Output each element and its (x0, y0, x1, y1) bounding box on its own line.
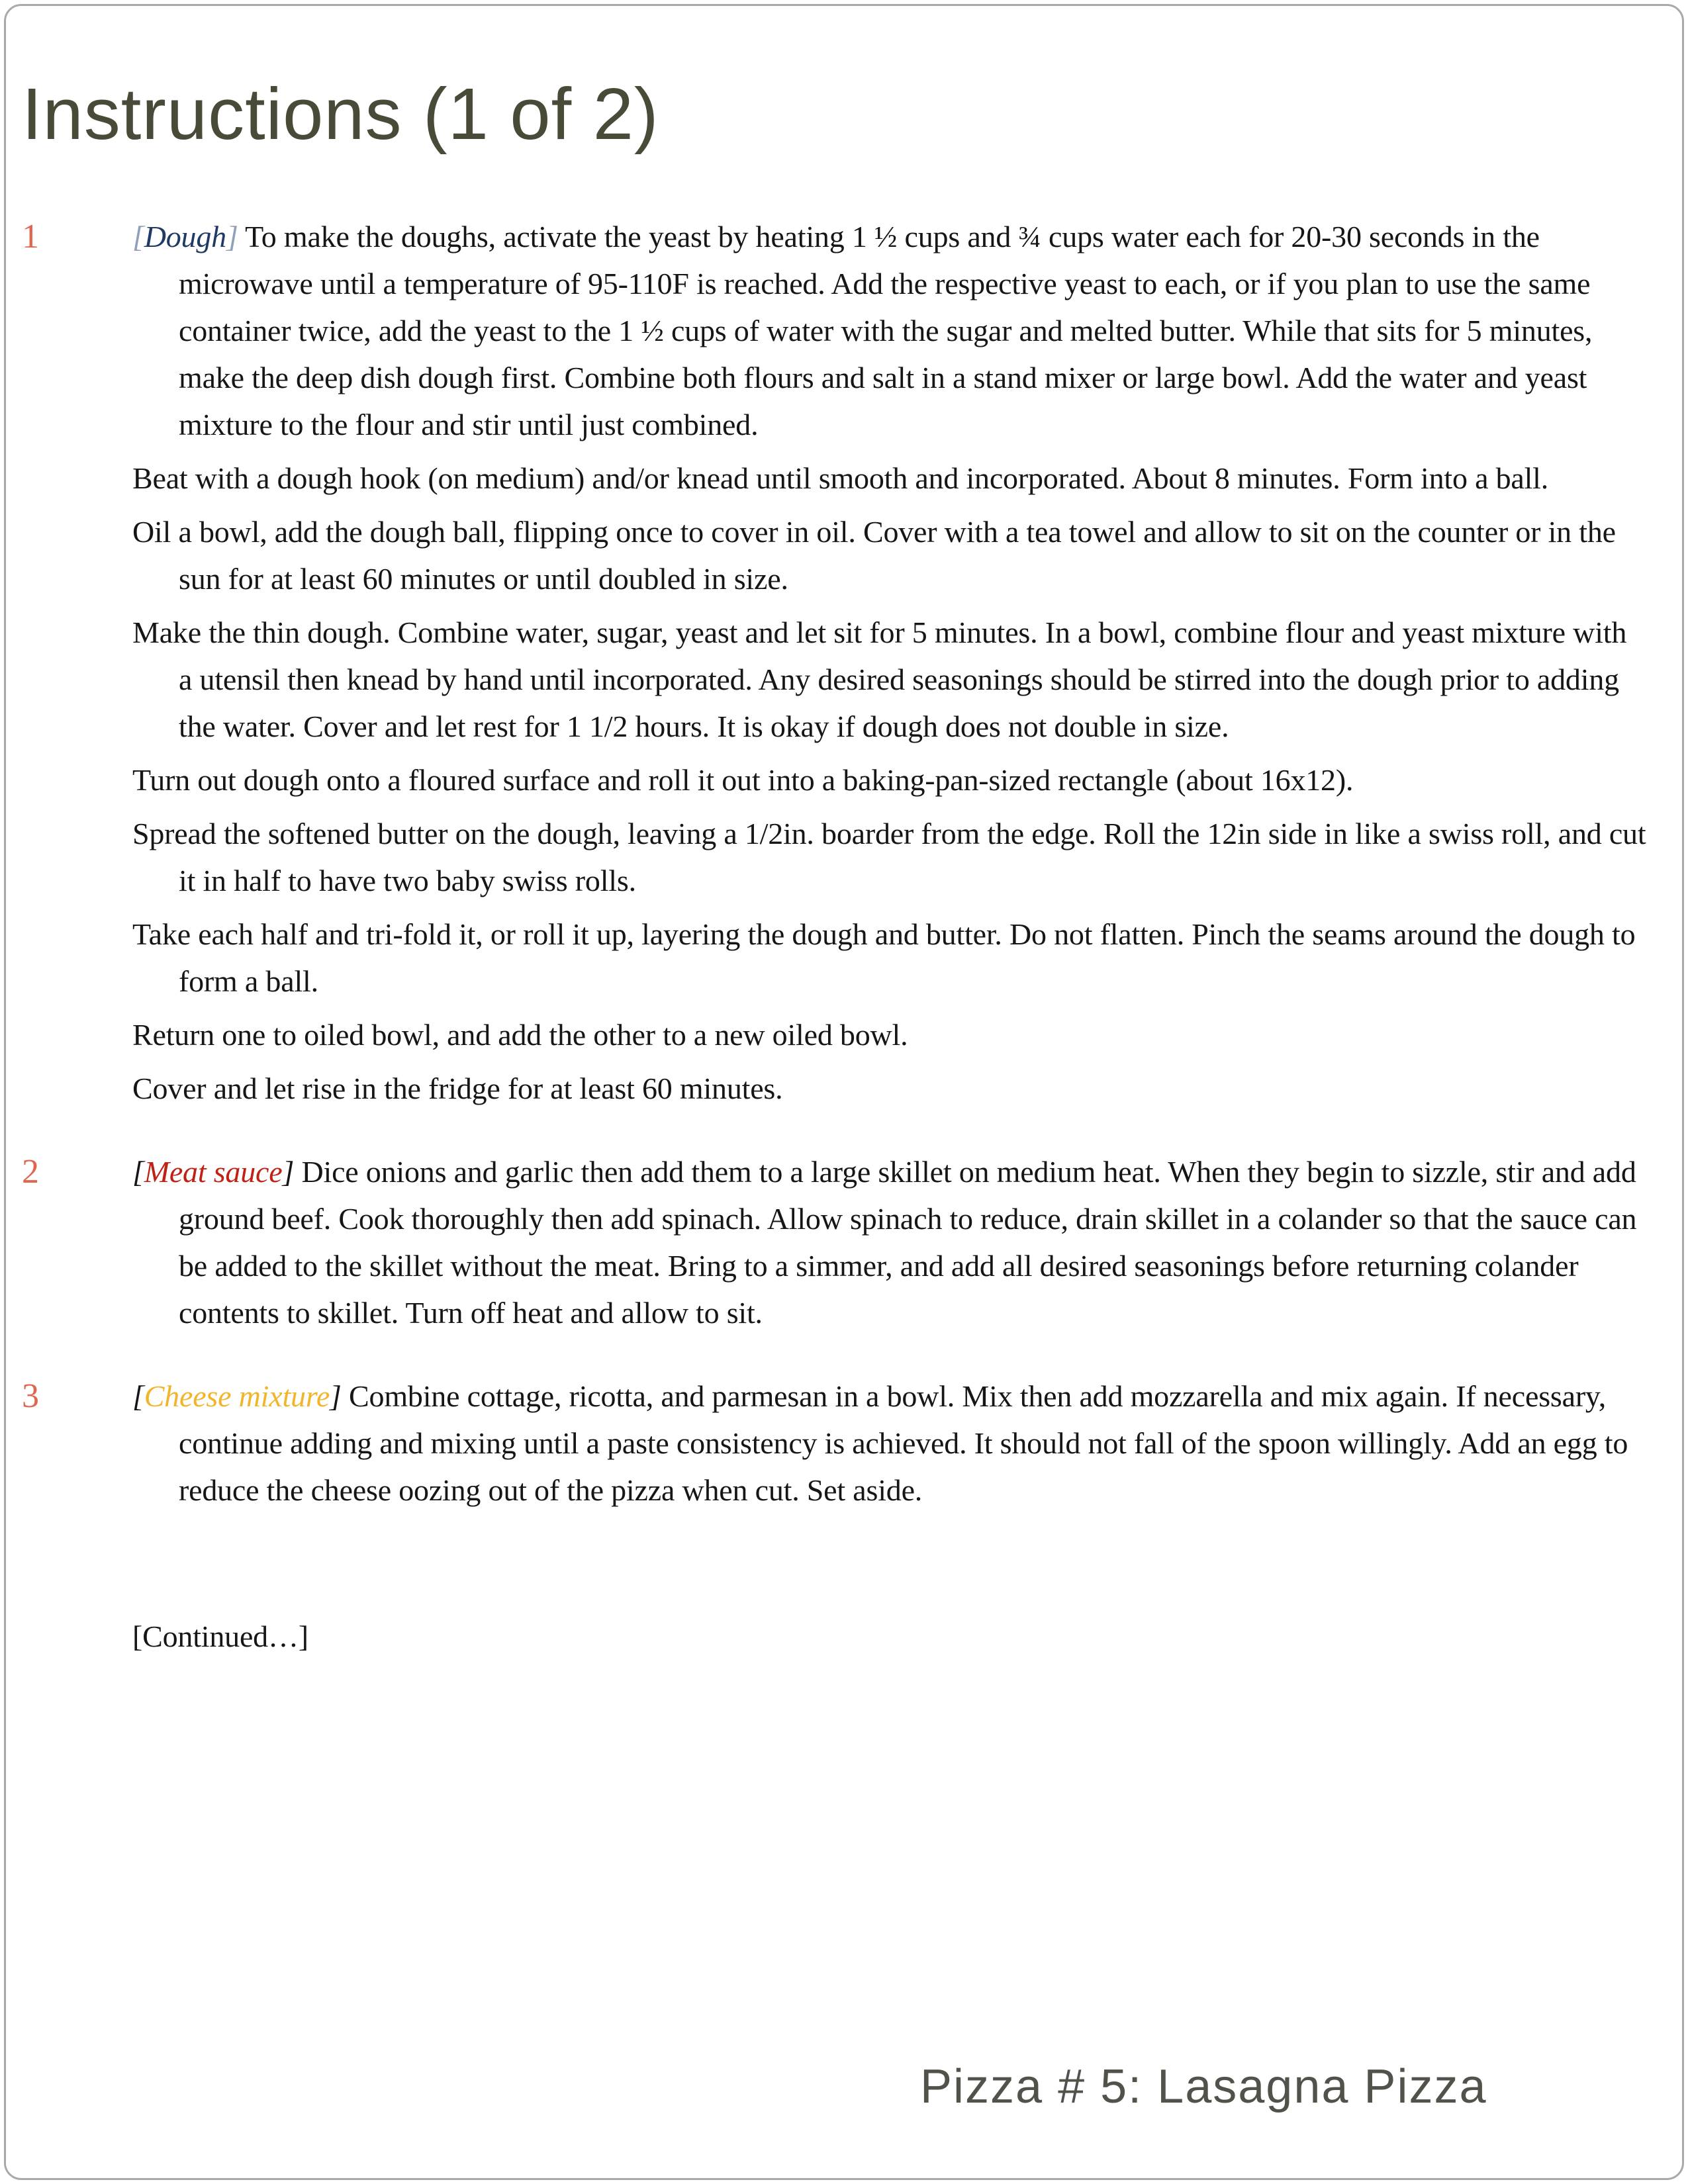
step-label: Dough (144, 220, 226, 253)
step-label: Meat sauce (144, 1155, 283, 1189)
step-body (132, 1373, 1647, 1514)
instructions-list (22, 213, 1647, 1660)
instruction-step (22, 1148, 1647, 1336)
continued-note: [Continued…] (132, 1619, 308, 1653)
step-paragraph: Turn out dough onto a floured surface and roll it out into a baking-pan-sized rectangle (about 16x12). (132, 763, 1354, 797)
step-number: 2 (22, 1153, 39, 1191)
label-close-bracket: ] (226, 220, 238, 253)
steps-container (22, 213, 1647, 1514)
step-paragraph: [Meat sauce] Dice onions and garlic then add them to a large skillet on medium heat. When they begin to sizzle, stir and add ground beef. Cook thoroughly then add spinach. Allow spinach to reduce, drain skillet in a colander so that the sauce can be added to the skillet without the meat. Bring to a simmer, and add all desired seasonings before returning colander contents to skillet. Turn off heat and allow to sit. (132, 1155, 1637, 1330)
step-body (132, 1148, 1647, 1336)
step-paragraph: Take each half and tri-fold it, or roll it up, layering the dough and butter. Do not flatten. Pinch the seams around the dough to form a ball. (132, 917, 1636, 998)
step-paragraph: Oil a bowl, add the dough ball, flipping once to cover in oil. Cover with a tea towel and allow to sit on the counter or in the sun for at least 60 minutes or until doubled in size. (132, 515, 1616, 596)
step-paragraph: Beat with a dough hook (on medium) and/or knead until smooth and incorporated. About 8 minutes. Form into a ball. (132, 461, 1549, 495)
step-number: 3 (22, 1377, 39, 1415)
step-paragraph: Return one to oiled bowl, and add the other to a new oiled bowl. (132, 1018, 908, 1052)
step-body (132, 213, 1647, 1112)
label-open-bracket: [ (132, 220, 144, 253)
page-footer: Pizza # 5: Lasagna Pizza (920, 2060, 1487, 2113)
label-close-bracket: ] (330, 1379, 342, 1413)
label-close-bracket: ] (282, 1155, 295, 1189)
step-paragraph: [Dough] To make the doughs, activate the yeast by heating 1 ½ cups and ¾ cups water each for 20-30 seconds in the microwave until a temperature of 95-110F is reached. Add the respective yeast to each, or if you plan to use the same container twice, add the yeast to the 1 ½ cups of water with the sugar and melted butter. While that sits for 5 minutes, make the deep dish dough first. Combine both flours and salt in a stand mixer or large bowl. Add the water and yeast mixture to the flour and stir until just combined. (132, 220, 1593, 441)
step-label: Cheese mixture (144, 1379, 330, 1413)
step-paragraph: [Cheese mixture] Combine cottage, ricotta, and parmesan in a bowl. Mix then add mozzarella and mix again. If necessary, continue adding and mixing until a paste consistency is achieved. It should not fall of the spoon willingly. Add an egg to reduce the cheese oozing out of the pizza when cut. Set aside. (132, 1379, 1628, 1507)
page-title: Instructions (1 of 2) (22, 73, 659, 155)
instruction-step (22, 1373, 1647, 1514)
step-paragraph: Spread the softened butter on the dough, leaving a 1/2in. boarder from the edge. Roll the 12in side in like a swiss roll, and cut it in half to have two baby swiss rolls. (132, 817, 1646, 897)
step-number: 1 (22, 218, 39, 255)
step-paragraph: Make the thin dough. Combine water, sugar, yeast and let sit for 5 minutes. In a bowl, combine flour and yeast mixture with a utensil then knead by hand until incorporated. Any desired seasonings should be stirred into the dough prior to adding the water. Cover and let rest for 1 1/2 hours. It is okay if dough does not double in size. (132, 615, 1627, 743)
label-open-bracket: [ (132, 1379, 144, 1413)
label-open-bracket: [ (132, 1155, 144, 1189)
instruction-step (22, 213, 1647, 1112)
step-paragraph: Cover and let rise in the fridge for at least 60 minutes. (132, 1071, 783, 1105)
